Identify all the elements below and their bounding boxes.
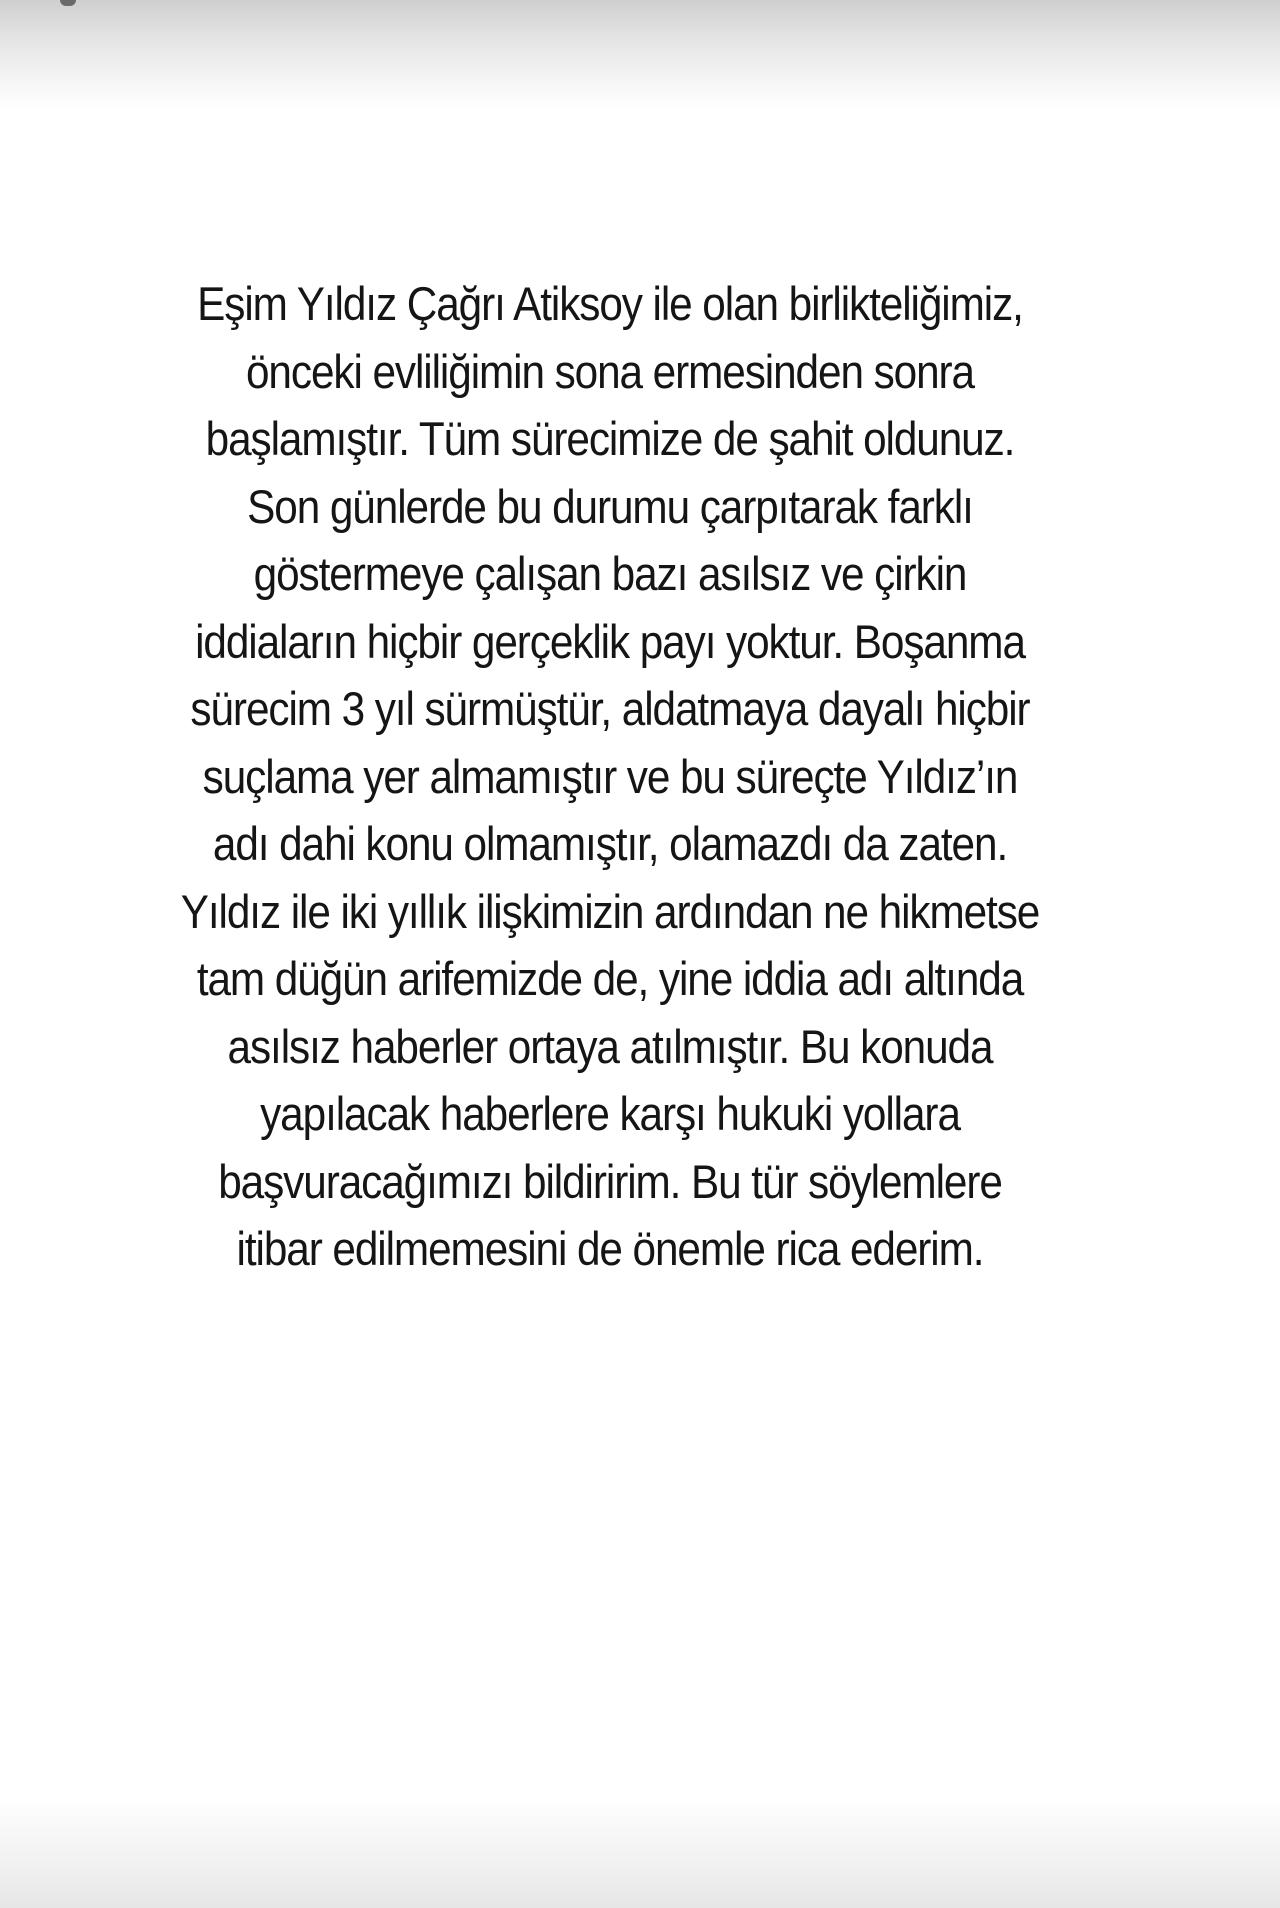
top-shadow-overlay [0,0,1280,110]
statement-line: adı dahi konu olmamıştır, olamazdı da zaten. [212,817,1008,870]
story-statement-text [115,270,1105,1283]
statement-line: iddiaların hiçbir gerçeklik payı yoktur. Boşanma [195,614,1025,668]
statement-line: başvuracağımızı bildiririm. Bu tür söylemlere [218,1154,1002,1208]
statement-line: başlamıştır. Tüm sürecimize de şahit oldunuz. [205,412,1015,465]
statement-line: yapılacak haberlere karşı hukuki yollara [260,1087,960,1140]
statement-line: Yıldız ile iki yıllık ilişkimizin ardından ne hikmetse [180,884,1040,938]
statement-line: itibar edilmemesini de önemle rica ederim. [236,1222,984,1275]
statement-line: suçlama yer almamıştır ve bu süreçte Yıldız’ın [202,749,1018,803]
bottom-shadow-overlay [0,1798,1280,1908]
statement-line: önceki evliliğimin sona ermesinden sonra [245,344,974,398]
statement-line: Son günlerde bu durumu çarpıtarak farklı [247,479,973,533]
statement-line: sürecim 3 yıl sürmüştür, aldatmaya dayalı hiçbir [190,682,1030,735]
statement-line: tam düğün arifemizde de, yine iddia adı altında [196,952,1024,1005]
statement-line: asılsız haberler ortaya atılmıştır. Bu konuda [227,1019,993,1073]
statement-line: göstermeye çalışan bazı asılsız ve çirkin [253,547,967,600]
statement-line: Eşim Yıldız Çağrı Atiksoy ile olan birlikteliğimiz, [197,277,1023,330]
